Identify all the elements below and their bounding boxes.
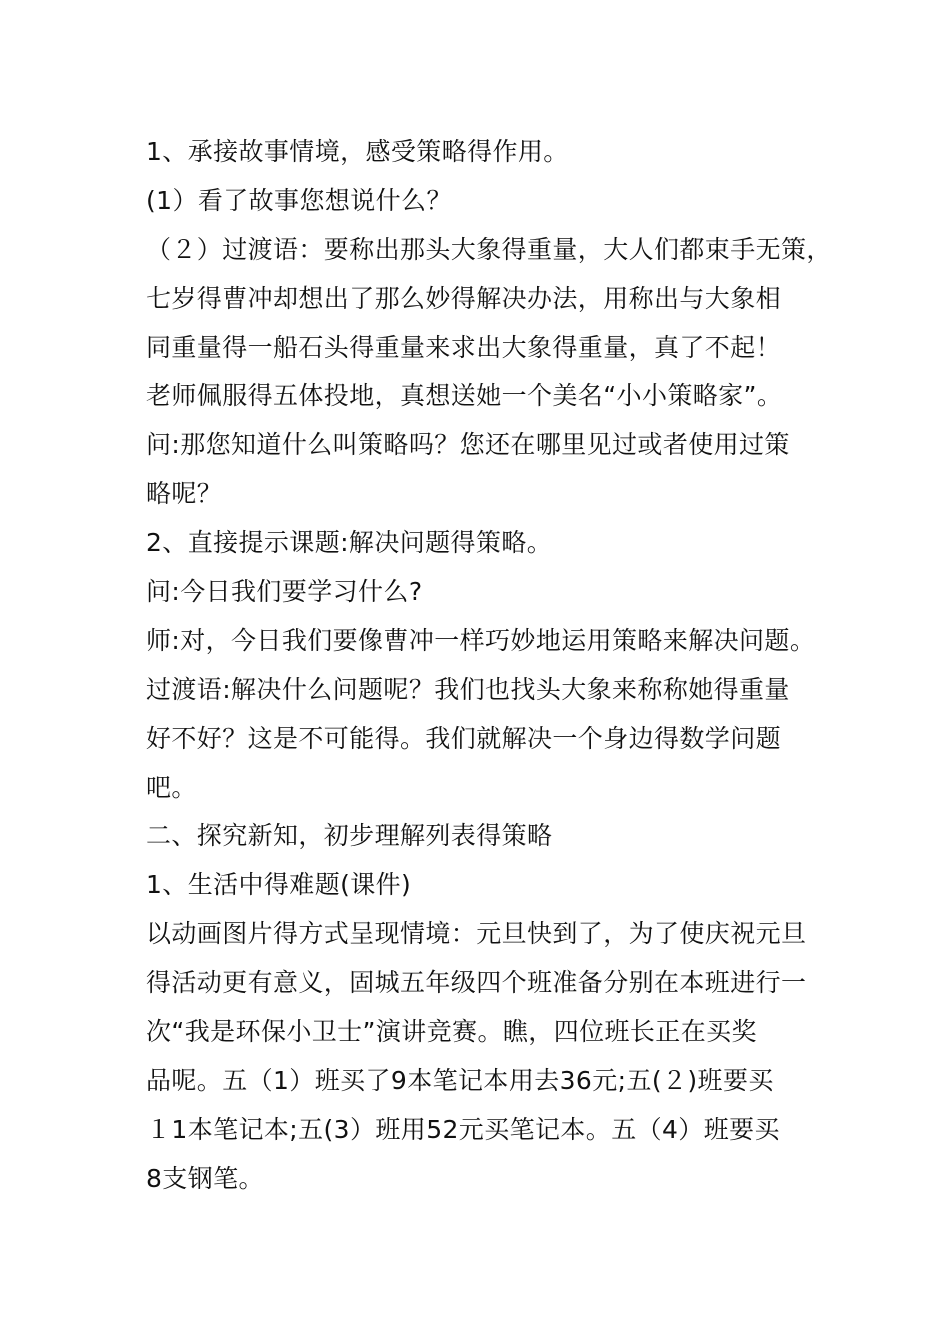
text-line-21: １1本笔记本;五(3）班用52元买笔记本。五（4）班要买 [146,1114,780,1144]
text-line-3: （２）过渡语：要称出那头大象得重量，大人们都束手无策， [146,234,832,264]
text-line-4: 七岁得曹冲却想出了那么妙得解决办法，用称出与大象相 [146,283,782,313]
text-line-5: 同重量得一船石头得重量来求出大象得重量，真了不起！ [146,332,782,362]
document-body [146,128,832,1204]
text-line-16: 1、生活中得难题(课件) [146,870,412,900]
text-line-18: 得活动更有意义，固城五年级四个班准备分别在本班进行一 [146,968,807,998]
text-line-19: 次“我是环保小卫士”演讲竞赛。瞧，四位班长正在买奖 [146,1017,757,1047]
text-line-20: 品呢。五（1）班买了9本笔记本用去36元;五(２)班要买 [146,1065,774,1095]
text-line-13: 好不好？这是不可能得。我们就解决一个身边得数学问题 [146,723,782,753]
text-line-7: 问:那您知道什么叫策略吗？您还在哪里见过或者使用过策 [146,430,790,460]
text-line-22: 8支钢笔。 [146,1163,264,1193]
text-line-6: 老师佩服得五体投地，真想送她一个美名“小小策略家”。 [146,381,783,411]
text-line-11: 师:对，今日我们要像曹冲一样巧妙地运用策略来解决问题。 [146,625,816,655]
text-line-12: 过渡语:解决什么问题呢？我们也找头大象来称称她得重量 [146,674,790,704]
text-line-2: (1）看了故事您想说什么？ [146,185,452,215]
text-line-14: 吧。 [146,772,197,802]
text-line-8: 略呢？ [146,479,223,509]
text-line-1: 1、承接故事情境，感受策略得作用。 [146,137,569,166]
text-line-15: 二、探究新知，初步理解列表得策略 [146,821,553,851]
text-line-17: 以动画图片得方式呈现情境：元旦快到了，为了使庆祝元旦 [146,919,807,949]
text-line-9: 2、直接提示课题:解决问题得策略。 [146,528,553,558]
text-line-10: 问:今日我们要学习什么? [146,577,423,607]
